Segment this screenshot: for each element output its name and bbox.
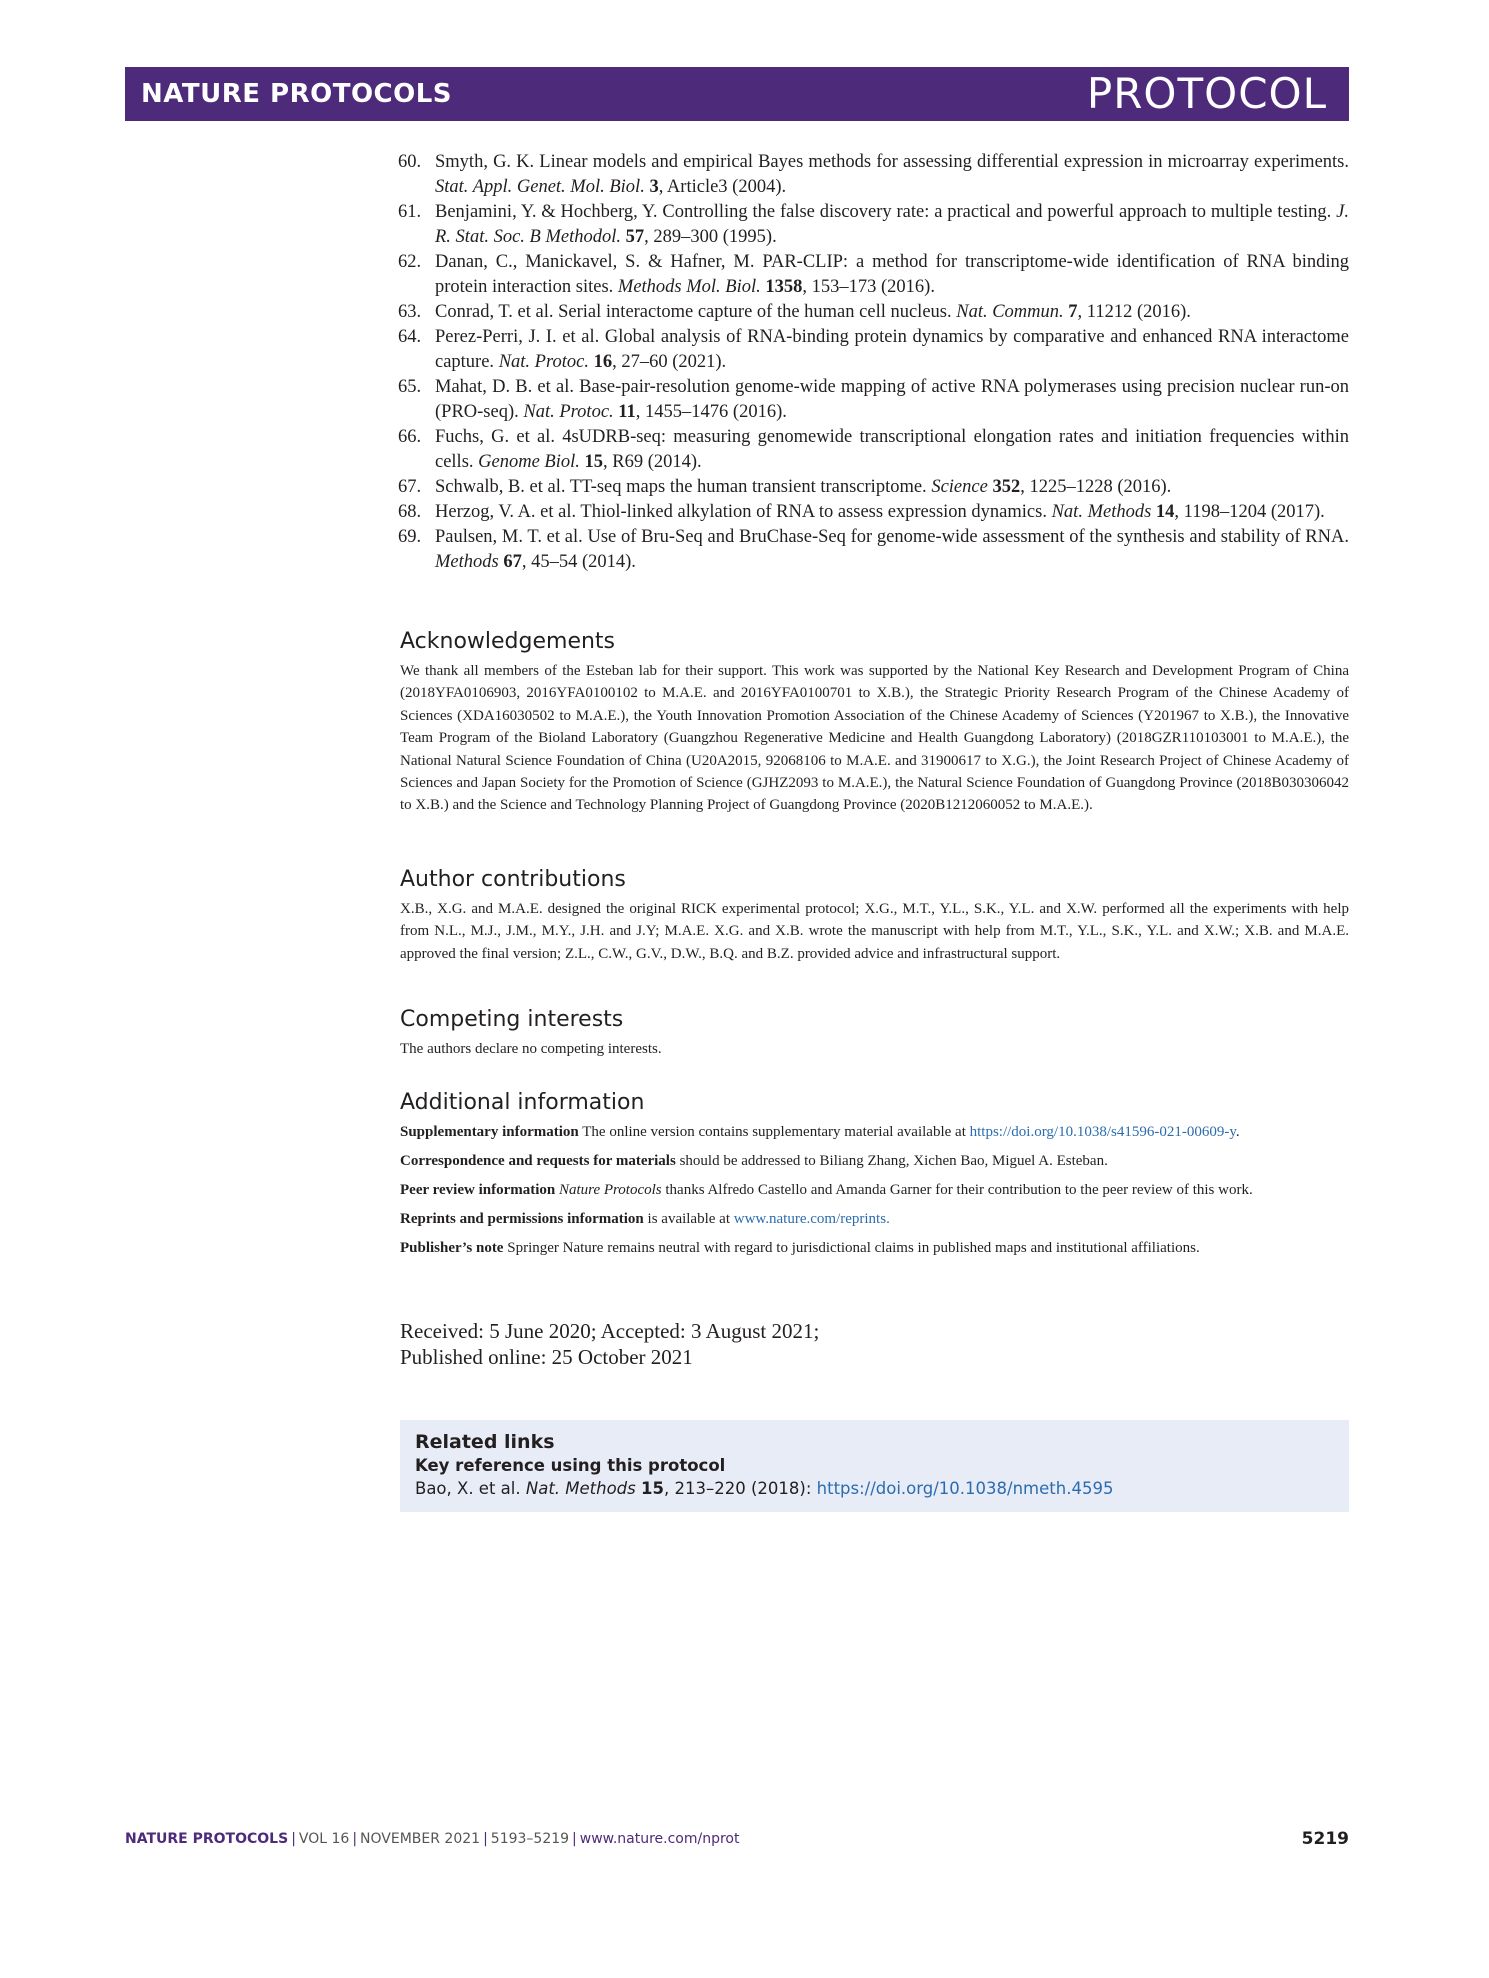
publisher-note <box>400 1237 1349 1259</box>
reference-text: Fuchs, G. et al. 4sUDRB-seq: measuring genomewide transcriptional elongation rates and initiation frequencies within cells. <box>435 427 1349 472</box>
reference-list <box>398 150 1349 575</box>
supplementary-text: The online version contains supplementary material available at <box>578 1124 970 1140</box>
reference-pages: , 1225–1228 (2016). <box>1020 477 1172 497</box>
reference-item <box>398 425 1349 475</box>
additional-information-heading: Additional information <box>400 1090 645 1115</box>
banner-article-type: PROTOCOL <box>1086 69 1327 118</box>
peer-review-journal: Nature Protocols <box>558 1182 662 1198</box>
reference-text: Benjamini, Y. & Hochberg, Y. Controlling the false discovery rate: a practical and powerful approach to multiple testing. <box>435 202 1337 222</box>
peer-review-label: Peer review information <box>400 1182 556 1198</box>
reference-journal: Stat. Appl. Genet. Mol. Biol. <box>435 177 645 197</box>
competing-interests-section <box>400 1006 1349 1060</box>
author-contributions-section <box>400 866 1349 965</box>
page-footer: NATURE PROTOCOLS | VOL 16 | NOVEMBER 2021 | 5193–5219 | www.nature.com/nprot 5219 <box>125 1829 1349 1849</box>
supplementary-information <box>400 1121 1349 1143</box>
related-reference <box>415 1477 1334 1501</box>
correspondence-label: Correspondence and requests for materials <box>400 1153 676 1169</box>
reference-number: 65. <box>398 377 422 397</box>
author-contributions-heading: Author contributions <box>400 867 626 892</box>
reference-number: 64. <box>398 327 422 347</box>
related-reference-pages: , 213–220 (2018): <box>663 1479 817 1498</box>
footer-volume: VOL 16 <box>298 1831 350 1847</box>
reference-number: 68. <box>398 502 422 522</box>
published-online-date: Published online: 25 October 2021 <box>400 1345 693 1369</box>
reprints-text: is available at <box>643 1211 734 1227</box>
page-number: 5219 <box>1301 1829 1349 1849</box>
reference-pages: , 45–54 (2014). <box>521 552 636 572</box>
reference-number: 66. <box>398 427 422 447</box>
reference-volume: 11 <box>618 402 636 422</box>
reference-volume: 14 <box>1155 502 1175 522</box>
footer-date: NOVEMBER 2021 <box>360 1831 481 1847</box>
reference-text: Mahat, D. B. et al. Base-pair-resolution genome-wide mapping of active RNA polymerases using precision nuclear run-on (PRO-seq). <box>435 377 1349 422</box>
supplementary-end: . <box>1235 1124 1240 1140</box>
acknowledgements-section <box>400 628 1349 817</box>
peer-review-text: thanks Alfredo Castello and Amanda Garner for their contribution to the peer review of this work. <box>661 1182 1253 1198</box>
acknowledgements-heading: Acknowledgements <box>400 629 616 654</box>
reference-item <box>398 375 1349 425</box>
reference-volume: 3 <box>649 177 659 197</box>
reference-journal: Nat. Protoc. <box>523 402 614 422</box>
reference-number: 62. <box>398 252 422 272</box>
reference-journal: Genome Biol. <box>478 452 580 472</box>
supplementary-link[interactable]: https://doi.org/10.1038/s41596-021-00609-y <box>969 1124 1236 1140</box>
reference-text: Perez-Perri, J. I. et al. Global analysis of RNA-binding protein dynamics by comparative and enhanced RNA interactome capture. <box>435 327 1349 372</box>
reference-pages: , 1198–1204 (2017). <box>1174 502 1325 522</box>
reference-number: 60. <box>398 152 422 172</box>
reference-number: 61. <box>398 202 422 222</box>
peer-review-information <box>400 1179 1349 1201</box>
reference-journal: Nat. Protoc. <box>498 352 589 372</box>
footer-pages: 5193–5219 <box>490 1831 570 1847</box>
reference-item <box>398 200 1349 250</box>
reference-pages: , R69 (2014). <box>603 452 702 472</box>
reference-volume: 7 <box>1068 302 1078 322</box>
footer-url[interactable]: www.nature.com/nprot <box>579 1831 740 1847</box>
reference-volume: 57 <box>625 227 645 247</box>
related-reference-journal: Nat. Methods <box>525 1479 636 1498</box>
reference-item <box>398 150 1349 200</box>
correspondence-information <box>400 1150 1349 1172</box>
reference-journal: Nat. Commun. <box>956 302 1064 322</box>
supplementary-label: Supplementary information <box>400 1124 579 1140</box>
reference-journal: Nat. Methods <box>1051 502 1152 522</box>
reference-item <box>398 525 1349 575</box>
acknowledgements-text: We thank all members of the Esteban lab for their support. This work was supported by the National Key Research and Development Program of China (2018YFA0106903, 2016YFA0100102 to M.A.E. and 2016YFA0100701 to X.B.), the Strategic Priority Research Program of the Chinese Academy of Sciences (XDA16030502 to M.A.E.), the Youth Innovation Promotion Association of the Chinese Academy of Sciences (Y201967 to X.B.), the Innovative Team Program of the Bioland Laboratory (Guangzhou Regenerative Medicine and Health Guangdong Laboratory) (2018GZR110103001 to M.A.E.), the National Natural Science Foundation of China (U20A2015, 92068106 to M.A.E. and 31900617 to X.G.), the Joint Research Project of Chinese Academy of Sciences and Japan Society for the Promotion of Science (GJHZ2093 to M.A.E.), the Natural Science Foundation of Guangdong Province (2018B030306042 to X.B.) and the Science and Technology Planning Project of Guangdong Province (2020B1212060052 to M.A.E.). <box>400 663 1349 814</box>
reference-journal: Methods Mol. Biol. <box>617 277 761 297</box>
reference-text: Conrad, T. et al. Serial interactome capture of the human cell nucleus. <box>435 302 957 322</box>
competing-interests-text: The authors declare no competing interests. <box>400 1041 662 1057</box>
publisher-note-text: Springer Nature remains neutral with regard to jurisdictional claims in published maps and institutional affiliations. <box>503 1240 1200 1256</box>
reference-pages: , 27–60 (2021). <box>612 352 727 372</box>
competing-interests-heading: Competing interests <box>400 1007 624 1032</box>
reference-text: Paulsen, M. T. et al. Use of Bru-Seq and BruChase-Seq for genome-wide assessment of the synthesis and stability of RNA. <box>435 527 1349 547</box>
journal-banner <box>125 67 1349 121</box>
reference-volume: 15 <box>584 452 604 472</box>
related-links-title: Related links <box>415 1431 555 1453</box>
reference-text: Schwalb, B. et al. TT-seq maps the human transient transcriptome. <box>435 477 932 497</box>
reference-pages: , 153–173 (2016). <box>802 277 935 297</box>
reference-volume: 67 <box>503 552 522 572</box>
reference-pages: , 11212 (2016). <box>1077 302 1191 322</box>
reference-pages: , Article3 (2004). <box>658 177 787 197</box>
related-reference-authors: Bao, X. et al. <box>415 1479 526 1498</box>
reference-journal: Science <box>931 477 988 497</box>
reference-volume: 16 <box>593 352 613 372</box>
reference-text: Herzog, V. A. et al. Thiol-linked alkylation of RNA to assess expression dynamics. <box>435 502 1052 522</box>
reference-item <box>398 500 1349 525</box>
reference-item <box>398 250 1349 300</box>
reference-number: 67. <box>398 477 422 497</box>
reprints-link[interactable]: www.nature.com/reprints. <box>733 1211 890 1227</box>
reference-text: Danan, C., Manickavel, S. & Hafner, M. PAR-CLIP: a method for transcriptome-wide identification of RNA binding protein interaction sites. <box>435 252 1349 297</box>
reference-item <box>398 300 1349 325</box>
reprints-label: Reprints and permissions information <box>400 1211 644 1227</box>
reference-journal: J. R. Stat. Soc. B Methodol. <box>435 202 1349 247</box>
banner-journal-name: NATURE PROTOCOLS <box>141 79 453 109</box>
reference-volume: 1358 <box>765 277 803 297</box>
related-reference-link[interactable]: https://doi.org/10.1038/nmeth.4595 <box>816 1479 1114 1498</box>
publisher-note-label: Publisher’s note <box>400 1240 504 1256</box>
reference-volume: 352 <box>992 477 1021 497</box>
related-links-subtitle: Key reference using this protocol <box>415 1456 726 1475</box>
footer-journal: NATURE PROTOCOLS <box>125 1831 289 1847</box>
reference-number: 63. <box>398 302 422 322</box>
related-links-box <box>400 1420 1349 1512</box>
article-dates <box>400 1318 1100 1370</box>
reference-pages: , 1455–1476 (2016). <box>635 402 787 422</box>
reference-item <box>398 325 1349 375</box>
reference-text: Smyth, G. K. Linear models and empirical Bayes methods for assessing differential expression in microarray experiments. <box>435 152 1349 172</box>
reference-item <box>398 475 1349 500</box>
author-contributions-text: X.B., X.G. and M.A.E. designed the original RICK experimental protocol; X.G., M.T., Y.L., S.K., Y.L. and X.W. performed all the experiments with help from N.L., M.J., J.M., M.Y., J.H. and J.Y; M.A.E. X.G. and X.B. wrote the manuscript with help from M.T., Y.L., S.K., Y.L. and X.W.; X.B. and M.A.E. approved the final version; Z.L., C.W., G.V., D.W., B.Q. and B.Z. provided advice and infrastructural support. <box>400 901 1349 962</box>
correspondence-text: should be addressed to Biliang Zhang, Xichen Bao, Miguel A. Esteban. <box>675 1153 1108 1169</box>
reference-journal: Methods <box>435 552 499 572</box>
related-reference-volume: 15 <box>641 1479 664 1498</box>
reference-pages: , 289–300 (1995). <box>644 227 777 247</box>
reprints-information <box>400 1208 1349 1230</box>
reference-number: 69. <box>398 527 422 547</box>
additional-information-section <box>400 1089 1349 1266</box>
received-accepted-dates: Received: 5 June 2020; Accepted: 3 August 2021; <box>400 1319 820 1343</box>
